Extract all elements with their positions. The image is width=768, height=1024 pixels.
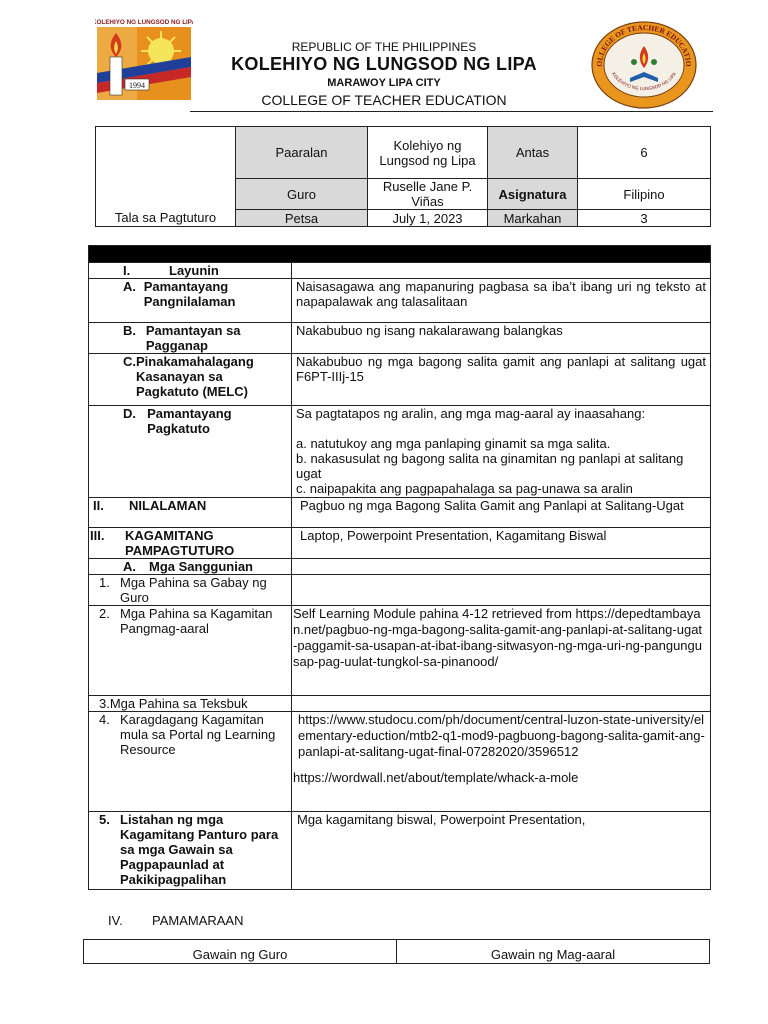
lesson-plan-table <box>88 245 711 890</box>
row-gabay-ng-guro <box>89 575 711 606</box>
asignatura-value: Filipino <box>578 179 711 210</box>
d-label: Pamantayang Pagkatuto <box>147 406 232 436</box>
paaralan-label: Paaralan <box>236 127 368 179</box>
sanggunian-label: Mga Sanggunian <box>149 559 253 574</box>
b-label: Pamantayan sa Pagganap <box>145 323 241 353</box>
row-melc <box>89 354 711 406</box>
row-teksbuk <box>89 696 711 712</box>
guro-value: Ruselle Jane P. Viñas <box>368 179 488 210</box>
seal-ring-top: OLLEGE OF TEACHER EDUCATIO <box>594 22 694 67</box>
row-learning-resource-portal <box>89 712 711 812</box>
pamamaraan-num: IV. <box>108 913 123 928</box>
paaralan-value: Kolehiyo ng Lungsod ng Lipa <box>368 127 488 179</box>
markahan-value: 3 <box>578 210 711 227</box>
d-num: D. <box>123 406 136 421</box>
header-divider <box>190 111 713 112</box>
a-label: Pamantayang Pangnilalaman <box>143 279 236 309</box>
c-label: Pinakamahalagang Kasanayan sa Pagkatuto (MELC) <box>136 354 254 399</box>
b-num: B. <box>123 323 136 338</box>
row-mga-sanggunian <box>89 559 711 575</box>
row-kagamitang-pampagtuturo <box>89 528 711 559</box>
s4-num: 4. <box>99 712 110 727</box>
kagamitan-num: III. <box>90 528 105 543</box>
s1-value <box>292 575 711 606</box>
c-value: Nakabubuo ng mga bagong salita gamit ang panlapi at salitang ugat F6PT-IIIj-15 <box>292 354 711 406</box>
table-header-bar <box>89 246 711 263</box>
s4-label: Karagdagang Kagamitan mula sa Portal ng Learning Resource <box>120 712 276 757</box>
antas-label: Antas <box>488 127 578 179</box>
s2-num: 2. <box>99 606 110 621</box>
markahan-label: Markahan <box>488 210 578 227</box>
d-item: b. nakasusulat ng bagong salita na ginamitan ng panlapi at salitang ugat <box>296 451 684 481</box>
gawain-ng-mag-aaral-header: Gawain ng Mag-aaral <box>397 940 710 964</box>
s5-label: Listahan ng mga Kagamitang Panturo para sa mga Gawain sa Pagpapaunlad at Pakikipagpalihan <box>120 812 279 887</box>
row-layunin <box>89 263 711 279</box>
header-department: COLLEGE OF TEACHER EDUCATION <box>261 92 507 108</box>
sanggunian-num: A. <box>123 559 136 574</box>
d-item: a. natutukoy ang mga panlaping ginamit sa mga salita. <box>296 436 611 451</box>
a-value: Naisasagawa ang mapanuring pagbasa sa iba’t ibang uri ng teksto at napapalawak ang talasalitaan <box>292 279 711 323</box>
row-pamantayang-pangnilalaman <box>89 279 711 323</box>
header-republic: REPUBLIC OF THE PHILIPPINES <box>291 40 477 54</box>
s1-label: Mga Pahina sa Gabay ng Guro <box>120 575 267 605</box>
d-intro: Sa pagtatapos ng aralin, ang mga mag-aaral ay inaasahang: <box>296 406 646 421</box>
row-pamantayang-pagkatuto <box>89 406 711 498</box>
left-logo-year: 1994 <box>129 81 145 90</box>
s2-label: Mga Pahina sa Kagamitan Pangmag-aaral <box>120 606 273 636</box>
layunin-num: I. <box>123 263 131 278</box>
b-value: Nakabubuo ng isang nakalarawang balangkas <box>292 323 711 354</box>
row-listahan-ng-kagamitan <box>89 812 711 890</box>
s4-link-studocu[interactable]: https://www.studocu.com/ph/document/central-luzon-state-university/elementary-eduction/mtb2-q1-mod9-pagbuong-bagong-salita-gamit-ang-panlapi-at-salitang-ugat-final-07282020/3596512 <box>298 712 705 759</box>
row-pamantayan-sa-pagganap <box>89 323 711 354</box>
asignatura-label: Asignatura <box>488 179 578 210</box>
a-num: A. <box>123 279 136 294</box>
s4-link-wordwall[interactable]: https://wordwall.net/about/template/whack-a-mole <box>293 770 579 785</box>
tala-sa-pagtuturo-label: Tala sa Pagtuturo <box>96 127 236 227</box>
d-item: c. naipapakita ang pagpapahalaga sa pag-unawa sa aralin <box>296 481 633 496</box>
row-nilalaman <box>89 498 711 528</box>
s2-value: Self Learning Module pahina 4-12 retrieved from https://depedtambayan.net/pagbuo-ng-mga-bagong-salita-gamit-ang-panlapi-at-salitang-ugat-paggamit-sa-usapan-at-ibat-ibang-sitwasyon-ng-mga-uri-ng-pangungusap-pag-uulat-tungkol-sa-pinanood/ <box>292 606 711 696</box>
seal-ring-bottom: KOLEHIYO NG LUNGSOD NG LIPA <box>610 71 678 92</box>
s5-value: Mga kagamitang biswal, Powerpoint Presentation, <box>292 812 711 890</box>
left-logo-text: KOLEHIYO NG LUNGSOD NG LIPA <box>95 19 193 26</box>
lesson-info-table <box>95 126 711 227</box>
s3-label: Mga Pahina sa Teksbuk <box>109 696 248 711</box>
layunin-label: Layunin <box>169 263 219 278</box>
guro-label: Guro <box>236 179 368 210</box>
kagamitan-value: Laptop, Powerpoint Presentation, Kagamitang Biswal <box>292 528 711 559</box>
petsa-label: Petsa <box>236 210 368 227</box>
pamamaraan-table <box>83 939 710 964</box>
pamamaraan-heading <box>108 913 244 928</box>
nilalaman-value: Pagbuo ng mga Bagong Salita Gamit ang Panlapi at Salitang-Ugat <box>292 498 711 528</box>
petsa-value: July 1, 2023 <box>368 210 488 227</box>
pamamaraan-label: PAMAMARAAN <box>152 913 244 928</box>
kagamitan-label: KAGAMITANG PAMPAGTUTURO <box>125 528 235 558</box>
c-num: C. <box>123 354 136 369</box>
header-college-name: KOLEHIYO NG LUNGSOD NG LIPA <box>231 54 537 74</box>
s5-num: 5. <box>99 812 110 827</box>
gawain-ng-guro-header: Gawain ng Guro <box>84 940 397 964</box>
s3-value <box>292 696 711 712</box>
nilalaman-num: II. <box>93 498 104 513</box>
nilalaman-label: NILALAMAN <box>129 498 207 513</box>
header-city: MARAWOY LIPA CITY <box>327 77 441 89</box>
s1-num: 1. <box>99 575 110 590</box>
antas-value: 6 <box>578 127 711 179</box>
row-kagamitan-pangmag-aaral <box>89 606 711 696</box>
s3-num: 3. <box>99 696 110 711</box>
